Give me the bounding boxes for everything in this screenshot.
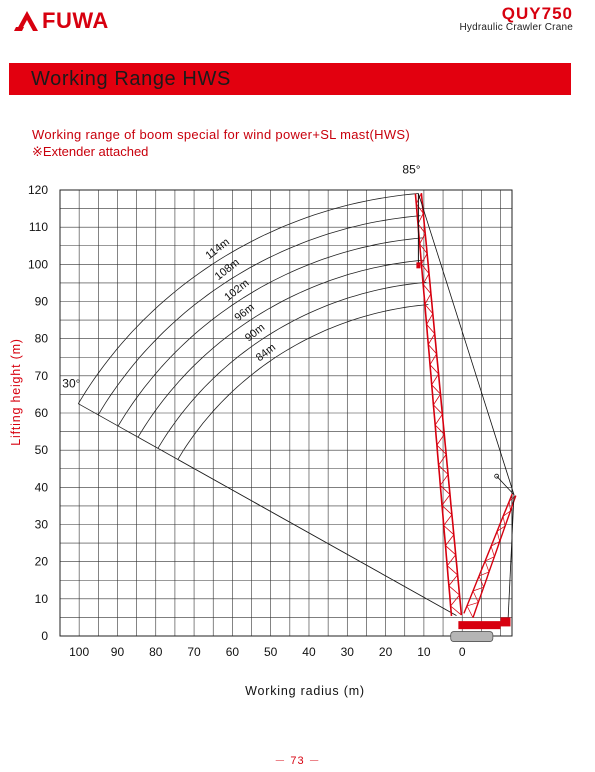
min-angle-line-short [178,459,457,615]
x-axis-ticks [69,645,466,659]
chart-caption: Working range of boom special for wind power+SL mast(HWS) [32,127,410,142]
y-tick-label: 30 [34,517,48,532]
y-tick-label: 60 [34,406,48,420]
boom-length-label: 102m [222,277,252,304]
y-tick-label: 90 [34,294,48,309]
y-tick-label: 70 [34,368,48,383]
y-axis-ticks [28,183,48,643]
y-tick-label: 50 [34,443,48,458]
boom-length-label: 114m [203,236,232,263]
counterweight [501,617,511,626]
min-angle-label: 30° [62,376,81,391]
model-description: Hydraulic Crawler Crane [459,22,573,33]
x-tick-label: 10 [417,645,431,659]
max-angle-label: 85° [402,162,421,177]
x-tick-label: 90 [110,645,125,659]
y-tick-label: 120 [27,183,48,197]
y-tick-label: 10 [34,591,48,606]
mast-lattice [467,496,516,618]
x-tick-label: 40 [302,645,316,659]
boom-pendant [418,193,514,494]
crawler-track [451,632,493,642]
boom-length-label: 108m [212,256,242,283]
chart-note: ※Extender attached [32,144,149,159]
y-tick-label: 80 [34,331,48,346]
x-tick-label: 20 [378,645,393,659]
y-tick-label: 20 [34,554,48,569]
model-name: QUY750 [501,4,573,23]
boom-chord [421,193,461,615]
boom-arcs [78,194,456,616]
hook-block [416,262,420,268]
boom-length-label: 96m [232,301,257,325]
boom-length-label: 84m [253,341,279,365]
y-tick-label: 40 [34,480,48,495]
boom-arc-114m [78,194,418,404]
section-title: Working Range HWS [31,68,231,90]
chart-labels [62,162,420,390]
y-tick-label: 0 [41,629,48,643]
brand-name: FUWA [42,8,109,33]
x-tick-label: 80 [149,645,163,659]
page-number: － 73 － [274,755,321,767]
y-tick-label: 110 [28,220,48,235]
x-tick-label: 0 [458,645,466,659]
y-tick-label: 100 [27,257,48,272]
boom-arc-84m [178,305,429,460]
mast-chord [464,494,512,614]
x-tick-label: 50 [263,645,278,659]
x-tick-label: 70 [187,645,201,659]
boom-length-label: 90m [242,321,268,345]
chart-grid [60,190,512,636]
superstructure [458,621,500,629]
x-tick-label: 60 [225,645,240,659]
x-tick-label: 30 [340,645,354,659]
x-tick-label: 100 [69,645,90,659]
boom-arc-90m [158,282,427,448]
y-axis-label: Lifting height (m) [9,338,23,446]
x-axis-label: Working radius (m) [245,684,365,698]
